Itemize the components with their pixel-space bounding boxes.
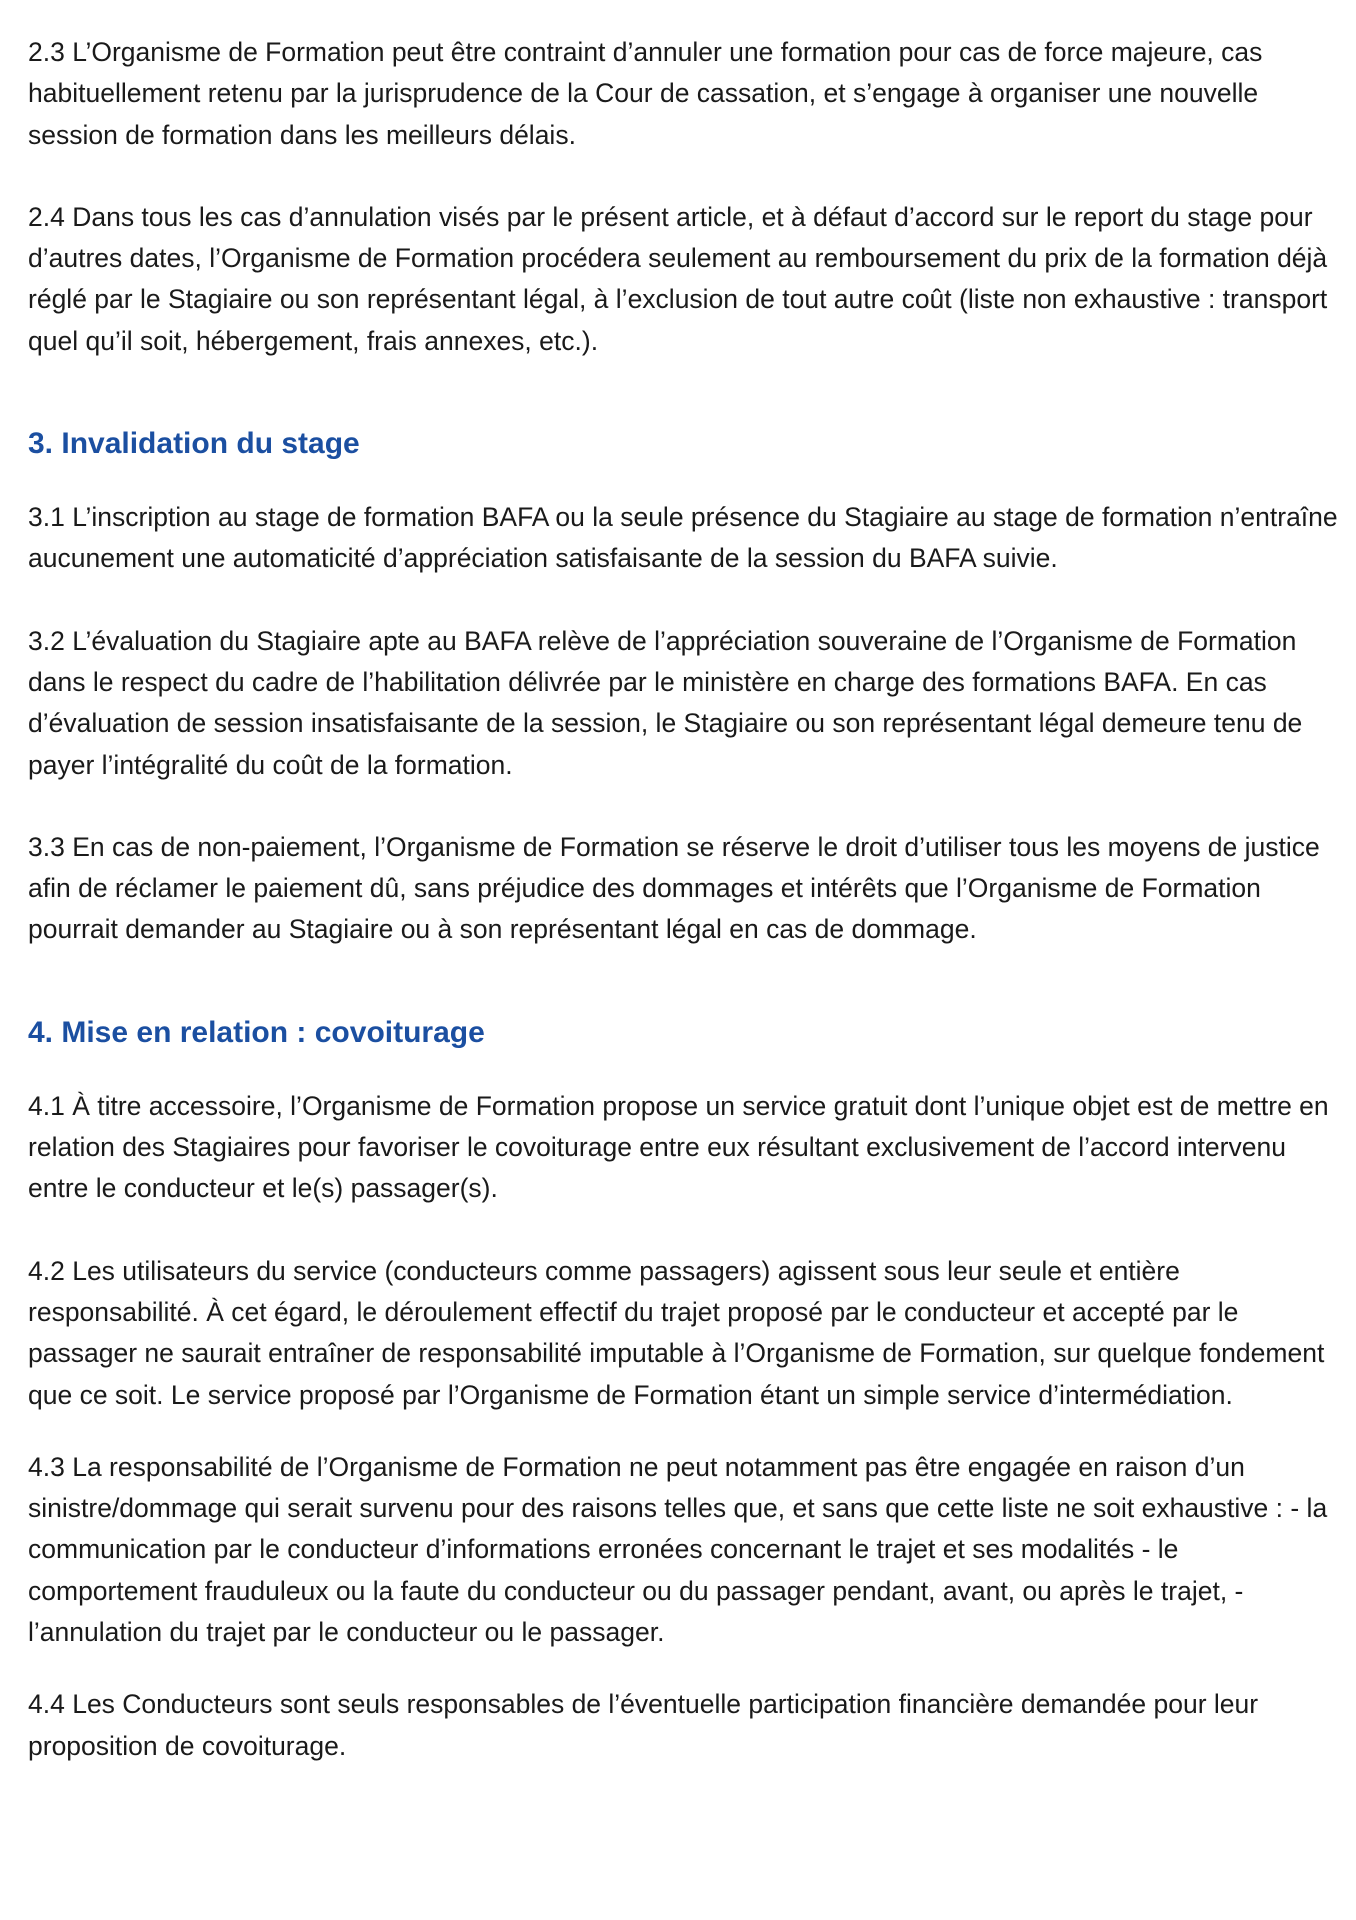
- paragraph-4-2: 4.2 Les utilisateurs du service (conducteurs comme passagers) agissent sous leur seule et entière responsabilité. À cet égard, le déroulement effectif du trajet proposé par le conducteur et accepté par le passager ne saurait entraîner de responsabilité imputable à l’Organisme de Formation, sur quelque fondement que ce soit. Le service proposé par l’Organisme de Formation étant un simple service d’intermédiation.: [28, 1255, 1325, 1410]
- section-heading-3: 3. Invalidation du stage: [28, 427, 360, 461]
- paragraph-3-1: 3.1 L’inscription au stage de formation BAFA ou la seule présence du Stagiaire au stage de formation n’entraîne aucunement une automaticité d’appréciation satisfaisante de la session du BAFA suivie.: [28, 502, 1338, 574]
- paragraph-4-4: 4.4 Les Conducteurs sont seuls responsables de l’éventuelle participation financière demandée pour leur proposition de covoiturage.: [28, 1689, 1259, 1761]
- section-heading-4: 4. Mise en relation : covoiturage: [28, 1015, 485, 1049]
- paragraph-3-3: 3.3 En cas de non-paiement, l’Organisme de Formation se réserve le droit d’utiliser tous les moyens de justice afin de réclamer le paiement dû, sans préjudice des dommages et intérêts que l’Organisme de Formation pourrait demander au Stagiaire ou à son représentant légal en cas de dommage.: [28, 831, 1320, 945]
- paragraph-4-1: 4.1 À titre accessoire, l’Organisme de Formation propose un service gratuit dont l’unique objet est de mettre en relation des Stagiaires pour favoriser le covoiturage entre eux résultant exclusivement de l’accord intervenu entre le conducteur et le(s) passager(s).: [28, 1090, 1329, 1204]
- paragraph-3-2: 3.2 L’évaluation du Stagiaire apte au BAFA relève de l’appréciation souveraine de l’Organisme de Formation dans le respect du cadre de l’habilitation délivrée par le ministère en charge des formations BAFA. En cas d’évaluation de session insatisfaisante de la session, le Stagiaire ou son représentant légal demeure tenu de payer l’intégralité du coût de la formation.: [28, 625, 1303, 780]
- paragraph-2-3: 2.3 L’Organisme de Formation peut être contraint d’annuler une formation pour cas de force majeure, cas habituellement retenu par la jurisprudence de la Cour de cassation, et s’engage à organiser une nouvelle session de formation dans les meilleurs délais.: [28, 37, 1263, 150]
- document-body: [28, 32, 1338, 1767]
- paragraph-2-4: 2.4 Dans tous les cas d’annulation visés par le présent article, et à défaut d’accord sur le report du stage pour d’autres dates, l’Organisme de Formation procédera seulement au remboursement du prix de la formation déjà réglé par le Stagiaire ou son représentant légal, à l’exclusion de tout autre coût (liste non exhaustive : transport quel qu’il soit, hébergement, frais annexes, etc.).: [28, 201, 1328, 356]
- paragraph-4-3: 4.3 La responsabilité de l’Organisme de Formation ne peut notamment pas être engagée en raison d’un sinistre/dommage qui serait survenu pour des raisons telles que, et sans que cette liste ne soit exhaustive : - la communication par le conducteur d’informations erronées concernant le trajet et ses modalités - le comportement frauduleux ou la faute du conducteur ou du passager pendant, avant, ou après le trajet, - l’annulation du trajet par le conducteur ou le passager.: [28, 1451, 1328, 1648]
